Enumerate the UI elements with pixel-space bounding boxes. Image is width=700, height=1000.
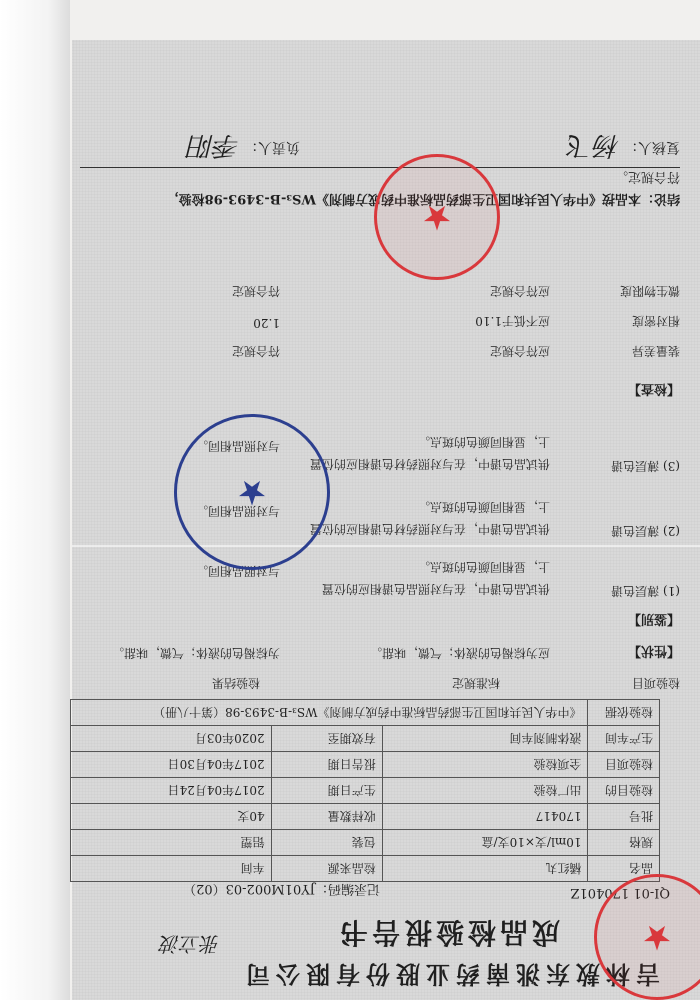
info-value: 橘红丸 bbox=[382, 856, 588, 882]
test-item: 装量差异 bbox=[631, 344, 680, 358]
test-item: 微生物限度 bbox=[619, 284, 680, 298]
standard-text: 供试品色谱中，在与对照药材色谱相应的位置上，显相同颜色的斑点。 bbox=[309, 435, 550, 471]
scanner-margin bbox=[0, 0, 70, 1000]
result-text: 1.20 bbox=[253, 316, 280, 330]
info-value: 2017年04月30日 bbox=[71, 752, 272, 778]
test-item: (2) 薄层色谱 bbox=[611, 524, 680, 538]
conclusion-line-2: 符合规定。 bbox=[614, 169, 680, 184]
section-inspection: 【检查】 bbox=[627, 381, 680, 396]
info-label: 检品来源 bbox=[271, 856, 382, 882]
info-label: 检验项目 bbox=[588, 752, 660, 778]
signature-divider bbox=[80, 167, 680, 168]
table-row bbox=[71, 726, 660, 752]
table-row bbox=[71, 830, 660, 856]
info-label: 批号 bbox=[588, 804, 660, 830]
results-header-result: 检验结果 bbox=[211, 676, 260, 690]
table-row bbox=[71, 778, 660, 804]
info-value: 出厂检验 bbox=[382, 778, 588, 804]
table-row bbox=[71, 856, 660, 882]
info-value: 铝塑 bbox=[71, 830, 272, 856]
test-item: (3) 薄层色谱 bbox=[611, 459, 680, 473]
standard-text: 供试品色谱中，在与对照品色谱相应的位置上，显相同颜色的斑点。 bbox=[321, 560, 550, 596]
info-value: 170417 bbox=[382, 804, 588, 830]
result-text: 符合规定 bbox=[231, 344, 280, 358]
info-label: 包装 bbox=[271, 830, 382, 856]
result-text: 为棕褐色的液体；气微，味甜。 bbox=[111, 646, 280, 660]
stamp-star-icon: ★ bbox=[236, 472, 268, 512]
info-value: 《中华人民共和国卫生部药品标准中药成方制剂》WS₃-B-3493-98（第十八册） bbox=[71, 700, 588, 726]
standard-text: 供试品色谱中，在与对照药材色谱相应的位置上，显相同颜色的斑点。 bbox=[309, 500, 550, 536]
info-value: 车间 bbox=[71, 856, 272, 882]
product-info-table bbox=[70, 699, 660, 882]
record-code: 记录编码：JY01M002-03（02） bbox=[183, 881, 380, 896]
form-id: QI-01 170401Z bbox=[570, 885, 670, 900]
section-character: 【性状】 bbox=[627, 643, 680, 658]
upside-down-document bbox=[72, 40, 700, 1000]
info-label: 生产日期 bbox=[271, 778, 382, 804]
stamp-star-icon: ★ bbox=[641, 917, 673, 957]
info-label: 检验依据 bbox=[588, 700, 660, 726]
info-label: 检验目的 bbox=[588, 778, 660, 804]
standard-text: 应符合规定 bbox=[489, 344, 550, 358]
reviewer-signature: 杨飞 bbox=[567, 130, 620, 160]
results-header-standard: 标准规定 bbox=[451, 676, 500, 690]
test-item: 相对密度 bbox=[631, 314, 680, 328]
reviewer-label: 复核人： bbox=[624, 139, 680, 155]
conclusion-line-1: 结论：本品按《中华人民共和国卫生部药品标准中药成方制剂》WS₃-B-3493-98检验， bbox=[165, 191, 680, 206]
title-signature: 张立波 bbox=[160, 932, 220, 956]
standard-text: 应符合规定 bbox=[489, 284, 550, 298]
table-row bbox=[71, 752, 660, 778]
info-label: 生产车间 bbox=[588, 726, 660, 752]
approver-label: 负责人： bbox=[244, 139, 300, 155]
approver-signature: 季阳 bbox=[187, 130, 240, 160]
info-value: 全项检验 bbox=[382, 752, 588, 778]
table-row bbox=[71, 804, 660, 830]
info-value: 2020年03月 bbox=[71, 726, 272, 752]
info-label: 品名 bbox=[588, 856, 660, 882]
info-label: 报告日期 bbox=[271, 752, 382, 778]
scanned-report-sheet bbox=[72, 40, 700, 1000]
result-text: 与对照品相同。 bbox=[195, 504, 280, 518]
company-name: 吉林敖东洮南药业股份有限公司 bbox=[240, 960, 660, 989]
results-header-item: 检验项目 bbox=[631, 676, 680, 690]
result-text: 符合规定 bbox=[231, 284, 280, 298]
red-qa-stamp bbox=[374, 154, 500, 280]
section-identification: 【鉴别】 bbox=[627, 611, 680, 626]
divider bbox=[70, 699, 660, 700]
report-title: 成品检验报告书 bbox=[335, 916, 560, 949]
standard-text: 应为棕褐色的液体；气微，味甜。 bbox=[369, 646, 550, 660]
info-value: 10ml/支×10支/盒 bbox=[382, 830, 588, 856]
blue-inspection-stamp bbox=[174, 414, 330, 570]
info-label: 有效期至 bbox=[271, 726, 382, 752]
info-label: 收样数量 bbox=[271, 804, 382, 830]
info-value: 液体制剂车间 bbox=[382, 726, 588, 752]
info-value: 40支 bbox=[71, 804, 272, 830]
info-label: 规格 bbox=[588, 830, 660, 856]
standard-text: 应不低于1.10 bbox=[475, 314, 550, 328]
result-text: 与对照品相同。 bbox=[195, 439, 280, 453]
test-item: (1) 薄层色谱 bbox=[611, 584, 680, 598]
stamp-star-icon: ★ bbox=[421, 197, 453, 237]
result-text: 与对照品相同。 bbox=[195, 564, 280, 578]
info-value: 2017年04月24日 bbox=[71, 778, 272, 804]
table-row bbox=[71, 700, 660, 726]
